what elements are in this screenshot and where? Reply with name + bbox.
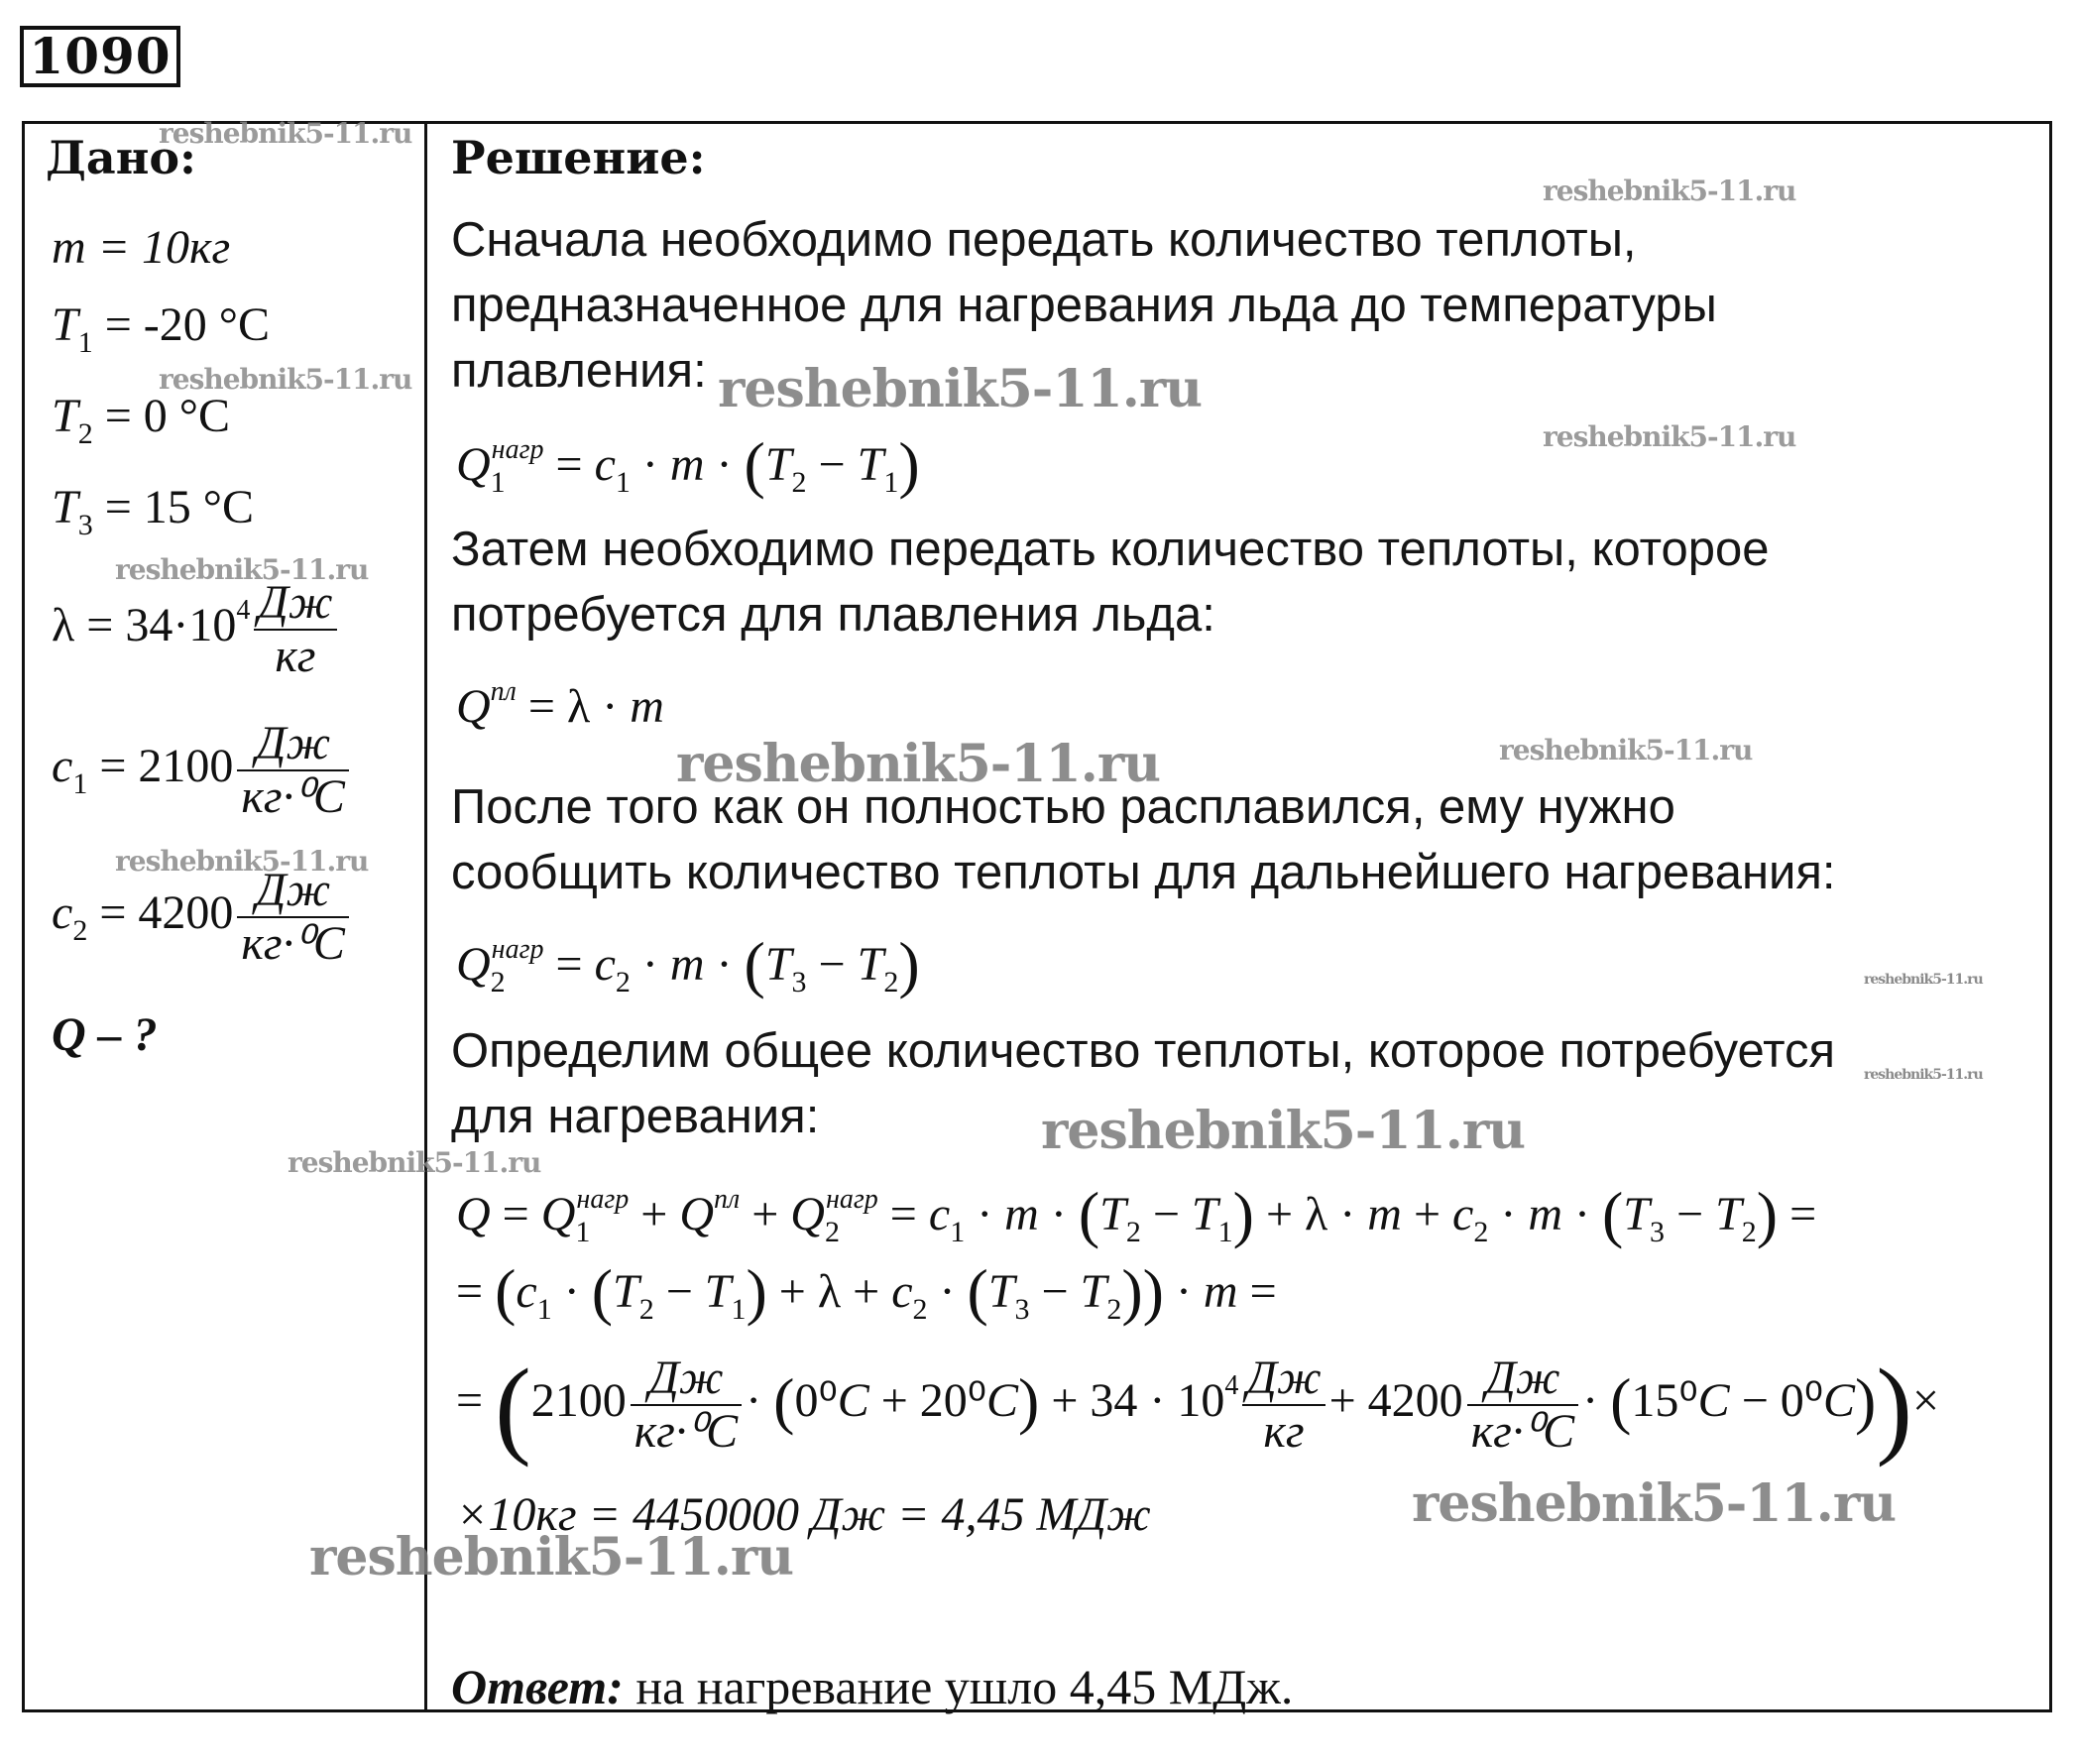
given-c2-unit-den: кг·⁰C [237, 916, 348, 970]
watermark: reshebnik5-11.ru [115, 845, 369, 878]
given-c1-value: = 2100 [99, 740, 234, 793]
formula-total-q2-sup: нагр [825, 1184, 878, 1215]
watermark: reshebnik5-11.ru [718, 359, 1203, 419]
watermark: reshebnik5-11.ru [1499, 734, 1753, 766]
given-unknown-text: Q – ? [52, 1008, 158, 1061]
given-heading: Дано: [46, 131, 197, 184]
given-lambda-unit-num: Дж [258, 576, 333, 629]
given-c2-unit-num: Дж [256, 864, 331, 916]
formula-result-text: ×10кг = 4450000 Дж = 4,45 МДж [456, 1488, 1151, 1541]
formula-total-line1: $Q = Q_1^{нагр} + Q^{пл} + Q_2^{нагр} = c_1 \cdot m \cdot (T_2 - T_1) + \lambda \cdot m + c_2 \cdot m \cdot (T_3 - T_2)$ = [456, 1179, 1817, 1249]
solution-p1-line2: предназначенное для нагревания льда до температуры [451, 279, 1717, 332]
formula-qpl-sup: пл [490, 676, 517, 707]
formula-q2-sup: нагр [491, 934, 544, 965]
solution-p3-line1: После того как он полностью расплавился, ему нужно [451, 780, 1675, 834]
column-divider [424, 121, 427, 1712]
given-lambda [52, 577, 341, 682]
watermark: reshebnik5-11.ru [676, 734, 1161, 794]
given-c2: $c_2 = 4200$ $\frac{Дж}{\text{кг·⁰C}}$ [52, 865, 353, 970]
answer-label: Ответ: [451, 1659, 624, 1714]
given-lambda-unit-den: кг [254, 629, 336, 682]
solution-p3-line2: сообщить количество теплоты для дальнейшего нагревания: [451, 846, 1836, 899]
given-t2: $T_2 = 0$ °C [52, 390, 230, 450]
given-mass [52, 220, 230, 275]
solution-p1-line1: Сначала необходимо передать количество теплоты, [451, 213, 1637, 267]
formula-total-line2: = $(c_1 \cdot (T_2 - T_1) + \lambda + c_2 \cdot (T_3 - T_2)) \cdot m$ = [456, 1256, 1277, 1327]
solution-p4-line2: для нагревания: [451, 1090, 820, 1143]
solution-p1-line3: плавления: [451, 344, 707, 398]
given-c2-value: = 4200 [99, 886, 234, 940]
watermark: reshebnik5-11.ru [309, 1527, 794, 1588]
watermark: reshebnik5-11.ru [1543, 175, 1796, 207]
given-mass-text: m = 10кг [52, 221, 231, 274]
given-lambda-exp: 4 [236, 595, 251, 627]
solution-p4-line1: Определим общее количество теплоты, которое потребуется [451, 1024, 1836, 1078]
formula-q1: $Q_1^{нагр} = c_1 \cdot m \cdot (T_2 - T_1)$ [456, 429, 920, 500]
given-c1: $c_1 = 2100$ $\frac{Дж}{\text{кг·⁰C}}$ [52, 718, 353, 823]
given-t1-value: = -20 °C [104, 298, 270, 351]
answer [451, 1658, 1293, 1715]
watermark: reshebnik5-11.ru [1543, 420, 1796, 453]
given-t2-value: = 0 °C [104, 390, 230, 442]
given-c1-unit-num: Дж [256, 717, 331, 769]
watermark: reshebnik5-11.ru [115, 553, 369, 586]
watermark: reshebnik5-11.ru [1864, 972, 1983, 988]
given-unknown [52, 1007, 158, 1062]
formula-total-line3: = (2100 $\frac{Дж}{\text{кг·⁰C}}$ · $(0^0C + 20^0C) + 34 \cdot 10^4$ $\frac{Дж}{кг}$ + 4200 $\frac{Дж}{\text{кг·⁰C}}$ · (15⁰C − 0⁰C))× [456, 1347, 1940, 1468]
formula-total-qpl-sup: пл [714, 1184, 741, 1215]
watermark: reshebnik5-11.ru [1412, 1473, 1897, 1534]
watermark: reshebnik5-11.ru [159, 363, 412, 396]
formula-q1-sup: нагр [491, 434, 544, 465]
given-t3: $T_3 = 15$ °C [52, 481, 254, 541]
given-t3-value: = 15 °C [104, 481, 254, 533]
watermark: reshebnik5-11.ru [1864, 1067, 1983, 1083]
solution-p2-line1: Затем необходимо передать количество теплоты, которое [451, 523, 1770, 576]
given-t1: $T_1 = -20$ °C [52, 298, 270, 359]
formula-total-q1-sup: нагр [576, 1184, 630, 1215]
formula-qpl: $Q^{пл} = \lambda \cdot m$ [456, 676, 664, 733]
solution-p2-line2: потребуется для плавления льда: [451, 588, 1215, 642]
given-lambda-value: λ = 34·10 [52, 599, 237, 652]
problem-number: 1090 [20, 26, 180, 87]
solution-heading: Решение: [451, 131, 706, 184]
given-c1-unit-den: кг·⁰C [237, 769, 348, 823]
watermark: reshebnik5-11.ru [159, 117, 412, 150]
answer-text: на нагревание ушло 4,45 МДж. [623, 1659, 1294, 1714]
formula-q2: $Q_2^{нагр} = c_2 \cdot m \cdot (T_3 - T_2)$ [456, 929, 920, 1000]
watermark: reshebnik5-11.ru [1041, 1101, 1526, 1161]
watermark: reshebnik5-11.ru [288, 1146, 541, 1179]
